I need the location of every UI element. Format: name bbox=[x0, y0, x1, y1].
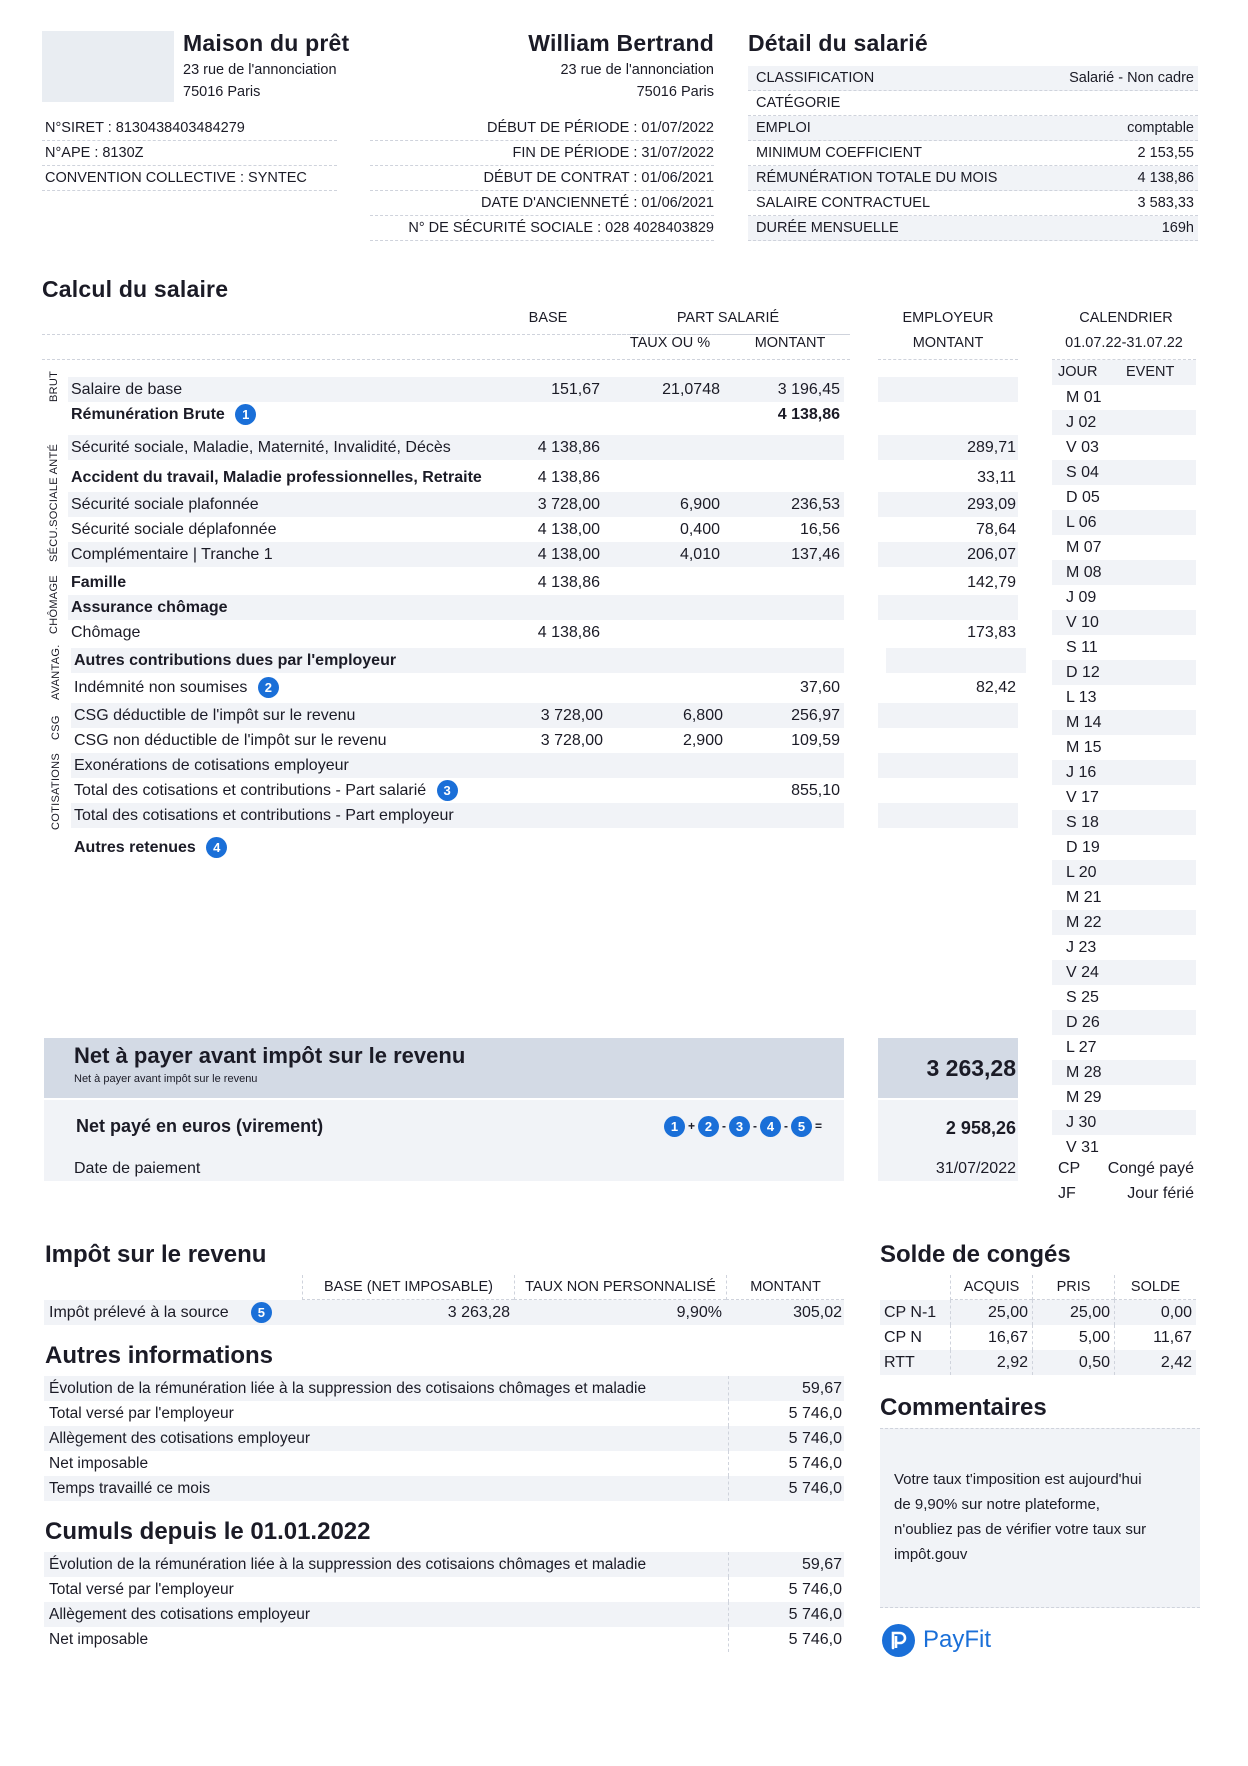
impot-title: Impôt sur le revenu bbox=[45, 1241, 267, 1268]
employer-cell-bg bbox=[878, 595, 1018, 620]
salary-row-label bbox=[74, 728, 387, 753]
salary-row-label-text: CSG déductible de l'impôt sur le revenu bbox=[74, 707, 356, 724]
conges-value: 0,00 bbox=[1114, 1300, 1192, 1325]
info-row-value: 5 746,0 bbox=[788, 1405, 842, 1422]
salary-row-employer: 33,11 bbox=[977, 469, 1016, 486]
impot-montant: 305,02 bbox=[793, 1304, 842, 1321]
salary-row-base: 4 138,86 bbox=[537, 469, 600, 486]
calendar-day bbox=[1052, 785, 1196, 810]
calendar-day-label: V 24 bbox=[1066, 964, 1099, 981]
info-row-label: Total versé par l'employeur bbox=[49, 1581, 234, 1598]
employer-ape: N°APE : 8130Z bbox=[42, 141, 337, 166]
salary-row-montant: 256,97 bbox=[791, 707, 840, 724]
details-label: MINIMUM COEFFICIENT bbox=[756, 145, 922, 161]
salary-row-taux: 0,400 bbox=[679, 521, 720, 538]
calendar-day-label: D 19 bbox=[1066, 839, 1100, 856]
employer-address2: 75016 Paris bbox=[183, 84, 261, 100]
header-period: 01.07.22-31.07.22 bbox=[1052, 335, 1196, 360]
payment-date-value: 31/07/2022 bbox=[878, 1156, 1018, 1181]
salary-row-montant: 236,53 bbox=[791, 496, 840, 513]
calendar-day-label: M 07 bbox=[1066, 539, 1102, 556]
info-row-value: 5 746,0 bbox=[788, 1455, 842, 1472]
header-employeur-montant: MONTANT bbox=[878, 335, 1018, 360]
salary-row-montant: 37,60 bbox=[799, 679, 840, 696]
calendar-day-label: J 02 bbox=[1066, 414, 1097, 431]
info-row-label: Évolution de la rémunération liée à la suppression des cotisaions chômages et maladie bbox=[49, 1380, 647, 1397]
salary-row-label-text: Chômage bbox=[71, 624, 141, 641]
section-secu: SÉCU.SOCIALE ANTÉ bbox=[48, 443, 60, 562]
salary-row-label bbox=[74, 675, 279, 700]
calendar-day bbox=[1052, 1110, 1196, 1135]
salary-row-employer: 206,07 bbox=[967, 546, 1016, 563]
employer-cell-bg bbox=[878, 803, 1018, 828]
salary-row-montant: 16,56 bbox=[799, 521, 840, 538]
salary-row-label bbox=[71, 492, 259, 517]
header-part-salarie: PART SALARIÉ bbox=[608, 310, 848, 335]
cumuls-title: Cumuls depuis le 01.01.2022 bbox=[45, 1518, 371, 1545]
conges-value: 11,67 bbox=[1114, 1325, 1192, 1350]
calendar-day bbox=[1052, 585, 1196, 610]
salary-row-label bbox=[71, 435, 451, 460]
salary-row-taux: 4,010 bbox=[679, 546, 720, 563]
impot-header-taux: TAUX NON PERSONNALISÉ bbox=[514, 1275, 726, 1300]
formula-badge: 3 bbox=[729, 1116, 750, 1137]
info-row-value: 5 746,0 bbox=[788, 1480, 842, 1497]
conges-label: CP N-1 bbox=[884, 1304, 937, 1321]
payfit-logo-text: PayFit bbox=[923, 1626, 992, 1653]
calendar-day bbox=[1052, 610, 1196, 635]
salary-row-label-text: Accident du travail, Maladie professionnelles, Retraite bbox=[71, 469, 482, 486]
info-row-value: 59,67 bbox=[801, 1556, 842, 1573]
employee-address2: 75016 Paris bbox=[636, 84, 714, 100]
section-chomage: CHÔMAGE bbox=[48, 575, 60, 634]
salary-row-label bbox=[74, 835, 227, 860]
calendar-day-label: M 15 bbox=[1066, 739, 1102, 756]
calendar-day bbox=[1052, 560, 1196, 585]
salary-row-taux: 6,800 bbox=[682, 707, 723, 724]
info-row-value: 59,67 bbox=[801, 1380, 842, 1397]
impot-label-text: Impôt prélevé à la source bbox=[49, 1304, 229, 1321]
conges-value: 16,67 bbox=[950, 1325, 1028, 1350]
salary-row-label-text: Famille bbox=[71, 574, 127, 591]
comment-line-4: impôt.gouv bbox=[894, 1546, 968, 1563]
details-value: 4 138,86 bbox=[1137, 170, 1194, 186]
conges-header: PRIS bbox=[1032, 1275, 1114, 1300]
info-row-label: Temps travaillé ce mois bbox=[49, 1480, 211, 1497]
employee-line: DÉBUT DE PÉRIODE : 01/07/2022 bbox=[370, 116, 714, 141]
header-divider-mid bbox=[42, 359, 850, 360]
calendar-day bbox=[1052, 435, 1196, 460]
info-row-label: Net imposable bbox=[49, 1631, 149, 1648]
salary-row-base: 4 138,86 bbox=[537, 574, 600, 591]
calendar-day-label: V 10 bbox=[1066, 614, 1099, 631]
calendar-day-label: D 12 bbox=[1066, 664, 1100, 681]
conges-value: 25,00 bbox=[1032, 1300, 1110, 1325]
salary-row-base: 3 728,00 bbox=[537, 496, 600, 513]
formula-badge: 5 bbox=[791, 1116, 812, 1137]
badge-2: 2 bbox=[258, 677, 279, 698]
salary-row-label-text: Sécurité sociale déplafonnée bbox=[71, 521, 277, 538]
salary-row-montant: 109,59 bbox=[791, 732, 840, 749]
badge-4: 4 bbox=[206, 837, 227, 858]
calendar-day bbox=[1052, 1060, 1196, 1085]
calendar-day bbox=[1052, 960, 1196, 985]
info-row-value: 5 746,0 bbox=[788, 1581, 842, 1598]
calendar-day-label: V 31 bbox=[1066, 1139, 1099, 1156]
salary-row-label-text: Indémnité non soumises bbox=[74, 679, 248, 696]
header-base: BASE bbox=[528, 310, 568, 326]
impot-taux: 9,90% bbox=[676, 1304, 722, 1321]
salary-row-bg bbox=[68, 570, 844, 595]
salary-row-taux: 2,900 bbox=[682, 732, 723, 749]
employer-logo-placeholder bbox=[42, 31, 174, 102]
employer-siret: N°SIRET : 8130438403484279 bbox=[42, 116, 337, 141]
info-row-label: Allègement des cotisations employeur bbox=[49, 1606, 311, 1623]
calendar-day bbox=[1052, 635, 1196, 660]
salary-row-label-text: Autres retenues bbox=[74, 839, 196, 856]
employee-line: FIN DE PÉRIODE : 31/07/2022 bbox=[370, 141, 714, 166]
salary-row-bg bbox=[68, 620, 844, 645]
calendar-day bbox=[1052, 1085, 1196, 1110]
calendar-day-label: S 11 bbox=[1066, 639, 1098, 656]
calendar-day bbox=[1052, 1035, 1196, 1060]
salary-row-label-text: Total des cotisations et contributions - Part employeur bbox=[74, 807, 454, 824]
calendar-day-label: D 05 bbox=[1066, 489, 1100, 506]
details-label: SALAIRE CONTRACTUEL bbox=[756, 195, 931, 211]
badge-5: 5 bbox=[251, 1302, 272, 1323]
header-jour: JOUR bbox=[1052, 360, 1196, 385]
salary-row-taux: 6,900 bbox=[679, 496, 720, 513]
header-employeur: EMPLOYEUR bbox=[902, 310, 994, 326]
section-csg: CSG bbox=[50, 715, 62, 740]
salary-row-bg bbox=[68, 377, 844, 402]
formula-operator: - bbox=[722, 1118, 727, 1133]
employer-cell-bg bbox=[886, 648, 1026, 673]
impot-header-montant: MONTANT bbox=[726, 1275, 844, 1300]
details-label: CATÉGORIE bbox=[756, 95, 841, 111]
employee-address1: 23 rue de l'annonciation bbox=[560, 62, 714, 78]
salary-row-employer: 142,79 bbox=[967, 574, 1016, 591]
conges-header: SOLDE bbox=[1114, 1275, 1196, 1300]
salary-row-label-text: Sécurité sociale, Maladie, Maternité, Invalidité, Décès bbox=[71, 439, 451, 456]
impot-label bbox=[49, 1300, 272, 1325]
badge-1: 1 bbox=[235, 404, 256, 425]
salary-row-montant: 3 196,45 bbox=[777, 381, 840, 398]
impot-base: 3 263,28 bbox=[447, 1304, 510, 1321]
calendar-day bbox=[1052, 810, 1196, 835]
salary-row-taux: 21,0748 bbox=[662, 381, 720, 398]
details-value: comptable bbox=[1127, 120, 1194, 136]
employee-line: DÉBUT DE CONTRAT : 01/06/2021 bbox=[370, 166, 714, 191]
salary-row-employer: 82,42 bbox=[975, 679, 1016, 696]
salary-row-label bbox=[71, 620, 140, 645]
legend-code: CP bbox=[1058, 1160, 1081, 1177]
salary-row-label-text: Complémentaire | Tranche 1 bbox=[71, 546, 273, 563]
salary-row-label-text: Exonérations de cotisations employeur bbox=[74, 757, 349, 774]
conges-label: RTT bbox=[884, 1354, 915, 1371]
conges-value: 2,42 bbox=[1114, 1350, 1192, 1375]
commentaires-box bbox=[880, 1428, 1200, 1608]
info-row-label: Net imposable bbox=[49, 1455, 149, 1472]
autres-title: Autres informations bbox=[45, 1342, 274, 1369]
salary-row-base: 3 728,00 bbox=[540, 707, 603, 724]
calendar-day bbox=[1052, 485, 1196, 510]
calendar-day-label: S 04 bbox=[1066, 464, 1099, 481]
details-value: 169h bbox=[1161, 220, 1194, 236]
calendar-day-label: J 30 bbox=[1066, 1114, 1097, 1131]
salary-row-label bbox=[74, 648, 396, 673]
header-calendrier: CALENDRIER bbox=[1079, 310, 1173, 326]
conges-value: 5,00 bbox=[1032, 1325, 1110, 1350]
calendar-day-label: V 17 bbox=[1066, 789, 1099, 806]
details-title: Détail du salarié bbox=[748, 30, 928, 56]
calendar-day bbox=[1052, 660, 1196, 685]
calendar-day-label: V 03 bbox=[1066, 439, 1099, 456]
payfit-logo-icon bbox=[882, 1624, 915, 1657]
info-row-value: 5 746,0 bbox=[788, 1631, 842, 1648]
calendar-day-label: S 25 bbox=[1066, 989, 1099, 1006]
net-value: 3 263,28 bbox=[878, 1038, 1018, 1098]
salary-row-label bbox=[71, 465, 482, 490]
employer-name: Maison du prêt bbox=[183, 30, 350, 56]
salary-row-label-text: Autres contributions dues par l'employeur bbox=[74, 652, 397, 669]
legend-label: Congé payé bbox=[1107, 1160, 1194, 1177]
net-title: Net à payer avant impôt sur le revenu bbox=[74, 1043, 466, 1068]
calendar-day bbox=[1052, 460, 1196, 485]
conges-header: ACQUIS bbox=[950, 1275, 1032, 1300]
details-label: RÉMUNÉRATION TOTALE DU MOIS bbox=[756, 170, 998, 186]
net-paid-label: Net payé en euros (virement) bbox=[76, 1116, 324, 1136]
employer-convention: CONVENTION COLLECTIVE : SYNTEC bbox=[42, 166, 337, 191]
calendar-day bbox=[1052, 410, 1196, 435]
salary-row-employer: 78,64 bbox=[975, 521, 1016, 538]
conges-label: CP N bbox=[884, 1329, 922, 1346]
calendar-day-label: L 13 bbox=[1066, 689, 1097, 706]
salary-row-base: 151,67 bbox=[551, 381, 600, 398]
employer-cell-bg bbox=[878, 377, 1018, 402]
salary-row-employer: 173,83 bbox=[967, 624, 1016, 641]
header-montant: MONTANT bbox=[754, 335, 826, 351]
calendar-day bbox=[1052, 760, 1196, 785]
salary-row-base: 4 138,00 bbox=[537, 546, 600, 563]
formula-badge: 1 bbox=[664, 1116, 685, 1137]
comment-line-1: Votre taux t'imposition est aujourd'hui bbox=[894, 1471, 1142, 1488]
salary-row-label-text: Sécurité sociale plafonnée bbox=[71, 496, 259, 513]
comment-line-3: n'oubliez pas de vérifier votre taux sur bbox=[894, 1521, 1147, 1538]
info-row-label: Évolution de la rémunération liée à la suppression des cotisaions chômages et maladie bbox=[49, 1556, 647, 1573]
calendar-day bbox=[1052, 685, 1196, 710]
salary-row-label bbox=[71, 595, 228, 620]
salary-row-employer: 293,09 bbox=[967, 496, 1016, 513]
calendar-day-label: J 09 bbox=[1066, 589, 1097, 606]
employer-cell-bg bbox=[878, 703, 1018, 728]
calendar-day-label: L 20 bbox=[1066, 864, 1097, 881]
salary-row-label bbox=[74, 753, 349, 778]
header-divider-left bbox=[42, 334, 850, 335]
salary-row-label bbox=[71, 402, 256, 427]
employer-cell-bg bbox=[878, 402, 1018, 427]
info-row-value: 5 746,0 bbox=[788, 1430, 842, 1447]
salary-row-base: 4 138,86 bbox=[537, 439, 600, 456]
salary-row-label bbox=[71, 542, 273, 567]
calendar-day-label: L 06 bbox=[1066, 514, 1097, 531]
info-row-value: 5 746,0 bbox=[788, 1606, 842, 1623]
calendar-day bbox=[1052, 860, 1196, 885]
salary-row-employer: 289,71 bbox=[967, 439, 1016, 456]
salary-row-montant: 137,46 bbox=[791, 546, 840, 563]
formula-badge: 2 bbox=[698, 1116, 719, 1137]
info-row-label: Total versé par l'employeur bbox=[49, 1405, 234, 1422]
formula-operator: = bbox=[815, 1118, 823, 1133]
calendar-day bbox=[1052, 735, 1196, 760]
details-value: Salarié - Non cadre bbox=[1069, 70, 1194, 86]
salary-row-label-text: CSG non déductible de l'impôt sur le revenu bbox=[74, 732, 387, 749]
salary-row-montant: 4 138,86 bbox=[777, 406, 840, 423]
calendar-day-label: J 16 bbox=[1066, 764, 1097, 781]
net-formula bbox=[664, 1116, 825, 1137]
net-paid-value: 2 958,26 bbox=[878, 1100, 1018, 1156]
comment-line-2: de 9,90% sur notre plateforme, bbox=[894, 1496, 1100, 1513]
employer-address1: 23 rue de l'annonciation bbox=[183, 62, 337, 78]
calendar-day-label: M 21 bbox=[1066, 889, 1102, 906]
legend-code: JF bbox=[1058, 1185, 1076, 1202]
payfit-logo bbox=[882, 1623, 991, 1657]
calendar-day-label: M 22 bbox=[1066, 914, 1102, 931]
employee-line: DATE D'ANCIENNETÉ : 01/06/2021 bbox=[370, 191, 714, 216]
info-row-label: Allègement des cotisations employeur bbox=[49, 1430, 311, 1447]
calendar-day-label: J 23 bbox=[1066, 939, 1097, 956]
header-taux: TAUX OU % bbox=[629, 335, 711, 351]
legend-label: Jour férié bbox=[1127, 1185, 1194, 1202]
calendar-day-label: M 14 bbox=[1066, 714, 1102, 731]
salary-row-label-text: Assurance chômage bbox=[71, 599, 228, 616]
details-label: EMPLOI bbox=[756, 120, 811, 136]
salary-row-label-text: Salaire de base bbox=[71, 381, 183, 398]
calendar-day bbox=[1052, 835, 1196, 860]
salary-title: Calcul du salaire bbox=[42, 276, 229, 302]
badge-3: 3 bbox=[437, 780, 458, 801]
formula-operator: + bbox=[688, 1118, 696, 1133]
salary-row-label bbox=[71, 377, 182, 402]
calendar-day-label: M 01 bbox=[1066, 389, 1102, 406]
formula-operator: - bbox=[784, 1118, 789, 1133]
section-avantag: AVANTAG. bbox=[50, 644, 62, 700]
salary-row-label bbox=[74, 778, 458, 803]
salary-row-base: 3 728,00 bbox=[540, 732, 603, 749]
salary-row-label bbox=[74, 803, 454, 828]
calendar-day-label: M 28 bbox=[1066, 1064, 1102, 1081]
calendar-day bbox=[1052, 985, 1196, 1010]
employer-cell-bg bbox=[878, 753, 1018, 778]
impot-header-base: BASE (NET IMPOSABLE) bbox=[302, 1275, 514, 1300]
calendar-day bbox=[1052, 510, 1196, 535]
salary-row-label bbox=[74, 703, 355, 728]
salary-row-label bbox=[71, 570, 126, 595]
calendar-day-label: D 26 bbox=[1066, 1014, 1100, 1031]
conges-title: Solde de congés bbox=[880, 1241, 1071, 1268]
formula-operator: - bbox=[753, 1118, 758, 1133]
salary-row-base: 4 138,00 bbox=[537, 521, 600, 538]
employer-cell-bg bbox=[878, 728, 1018, 753]
commentaires-title: Commentaires bbox=[880, 1394, 1047, 1421]
conges-value: 25,00 bbox=[950, 1300, 1028, 1325]
calendar-day bbox=[1052, 885, 1196, 910]
employer-cell-bg bbox=[878, 778, 1018, 803]
employee-line: N° DE SÉCURITÉ SOCIALE : 028 4028403829 bbox=[370, 216, 714, 241]
calendar-day-label: S 18 bbox=[1066, 814, 1099, 831]
net-subtitle: Net à payer avant impôt sur le revenu bbox=[74, 1073, 258, 1085]
details-value: 3 583,33 bbox=[1137, 195, 1194, 211]
conges-value: 0,50 bbox=[1032, 1350, 1110, 1375]
salary-row-label-text: Total des cotisations et contributions - Part salarié bbox=[74, 782, 427, 799]
calendar-day-label: M 08 bbox=[1066, 564, 1102, 581]
section-brut: BRUT bbox=[48, 370, 60, 402]
details-label: CLASSIFICATION bbox=[756, 70, 875, 86]
calendar-day bbox=[1052, 535, 1196, 560]
employee-name: William Bertrand bbox=[528, 30, 714, 56]
formula-badge: 4 bbox=[760, 1116, 781, 1137]
calendar-day bbox=[1052, 935, 1196, 960]
details-value: 2 153,55 bbox=[1137, 145, 1194, 161]
calendar-day bbox=[1052, 1010, 1196, 1035]
calendar-day-label: M 29 bbox=[1066, 1089, 1102, 1106]
salary-row-label bbox=[71, 517, 276, 542]
calendar-day bbox=[1052, 910, 1196, 935]
calendar-day bbox=[1052, 385, 1196, 410]
header-event: EVENT bbox=[1126, 364, 1175, 380]
salary-row-label-text: Rémunération Brute bbox=[71, 406, 225, 423]
payment-date-label: Date de paiement bbox=[44, 1156, 844, 1181]
salary-row-montant: 855,10 bbox=[791, 782, 840, 799]
calendar-day bbox=[1052, 710, 1196, 735]
section-cotisations: COTISATIONS bbox=[50, 752, 62, 830]
salary-row-base: 4 138,86 bbox=[537, 624, 600, 641]
conges-value: 2,92 bbox=[950, 1350, 1028, 1375]
calendar-day-label: L 27 bbox=[1066, 1039, 1097, 1056]
details-label: DURÉE MENSUELLE bbox=[756, 220, 899, 236]
